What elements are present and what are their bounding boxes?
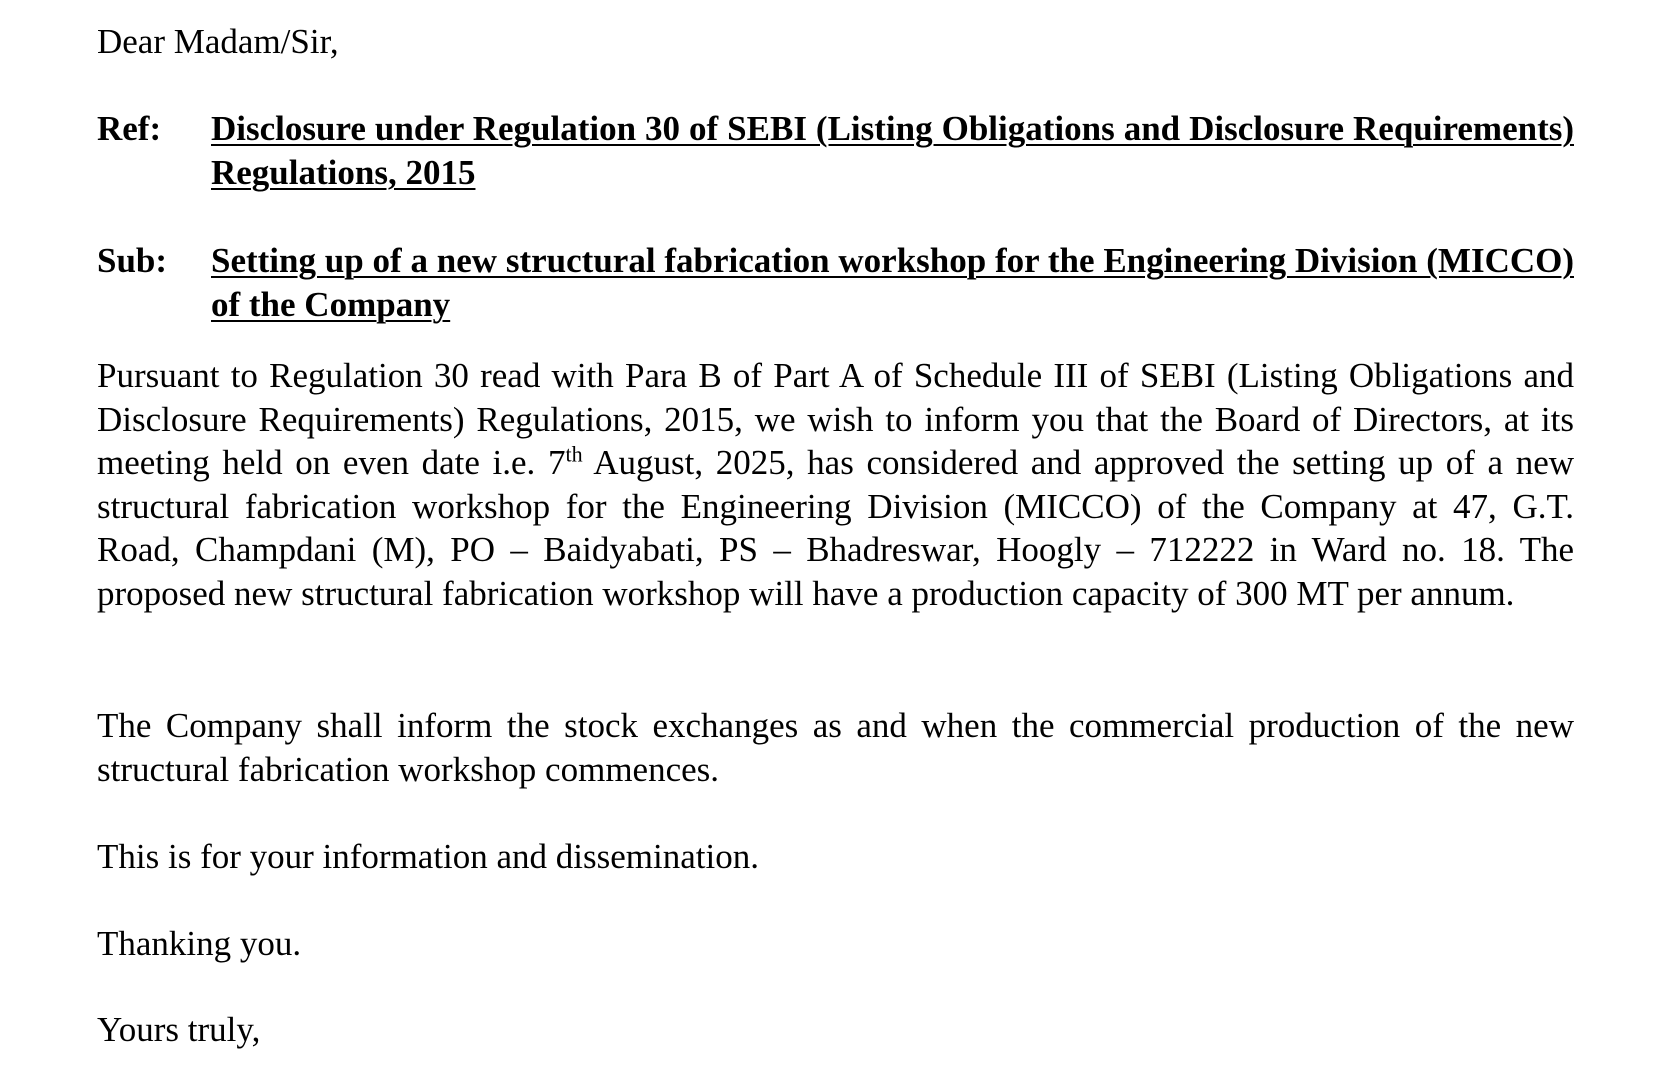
reference-label: Ref:	[97, 109, 162, 148]
date-ordinal-suffix: th	[565, 441, 583, 467]
subject-label: Sub:	[97, 241, 168, 280]
closing-line: Yours truly,	[97, 1010, 261, 1049]
body-paragraph-disclosure-start: Pursuant to Regulation 30 read with Para B of Part A of Schedule III of SEBI (Listing Obligations and Disclosure Requirements) Regulations, 2015, we wish to inform you that the Board of Directors, at its meeting held on even date i.e. 7	[97, 356, 1574, 482]
body-paragraph-disclosure-end: August, 2025, has considered and approved the setting up of a new structural fabrication workshop for the Engineering Division (MICCO) of the Company at 47, G.T. Road, Champdani (M), PO – Baidyabati, PS – Bhadreswar, Hoogly – 712222 in Ward no. 18. The proposed new structural fabrication workshop will have a production capacity of 300 MT per annum.	[97, 443, 1575, 613]
body-paragraph-commencement: The Company shall inform the stock exchanges as and when the commercial production of the new structural fabrication workshop commences.	[97, 706, 1574, 789]
subject-text: Setting up of a new structural fabrication workshop for the Engineering Division (MICCO) of the Company	[211, 241, 1574, 324]
salutation: Dear Madam/Sir,	[97, 22, 339, 61]
body-paragraph-disclosure	[97, 354, 1574, 615]
body-paragraph-information: This is for your information and dissemination.	[97, 837, 759, 876]
thanks-line: Thanking you.	[97, 924, 302, 963]
reference-text: Disclosure under Regulation 30 of SEBI (Listing Obligations and Disclosure Requirements) Regulations, 2015	[211, 109, 1574, 192]
